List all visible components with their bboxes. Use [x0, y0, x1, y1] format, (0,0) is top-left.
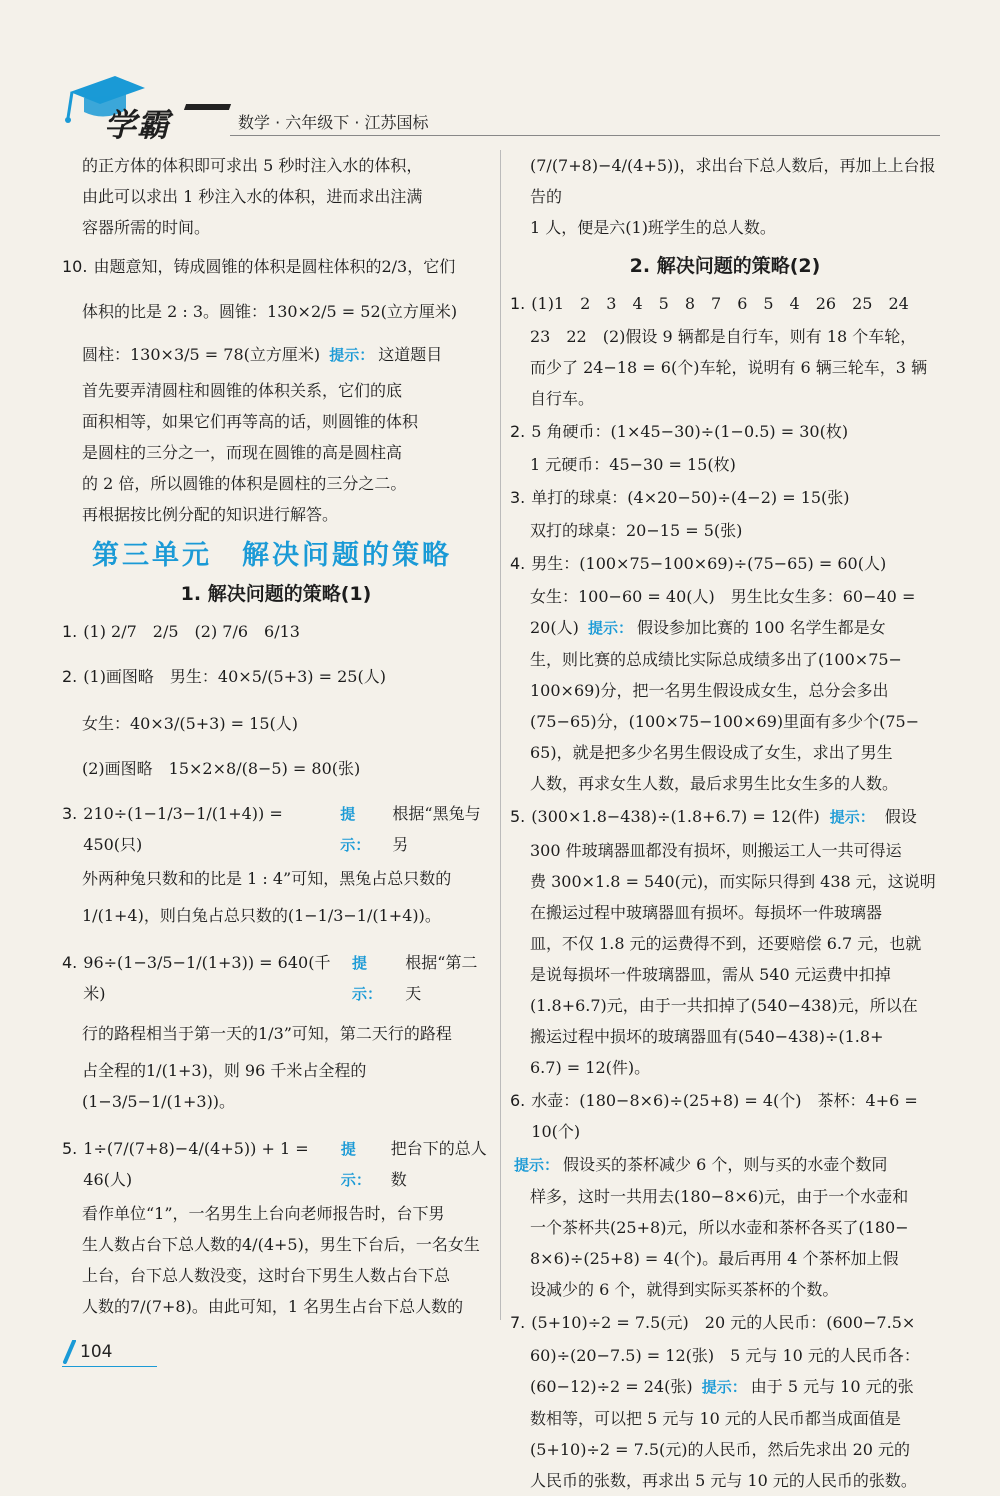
- text-line: 体积的比是 2 : 3。圆锥：130×2/5 = 52(立方厘米): [82, 302, 458, 321]
- text-line: 1 元硬币：45−30 = 15(枚): [530, 455, 736, 474]
- text-line: 而少了 24−18 = 6(个)车轮，说明有 6 辆三轮车，3 辆: [530, 358, 928, 377]
- text-line: 上台，台下总人数没变，这时台下男生人数占台下总: [82, 1266, 451, 1285]
- hint-text: 根据“第二天: [405, 953, 478, 1003]
- footer-rule: [62, 1366, 157, 1367]
- text-line: 生人数占台下总人数的4/(4+5)，男生下台后，一名女生: [82, 1235, 480, 1254]
- answer-2: [62, 659, 490, 784]
- answer-number: 2.: [510, 422, 526, 441]
- hint-label: 提示：: [340, 1140, 371, 1189]
- answer-r4: [510, 546, 940, 799]
- hint-text: 根据“黑兔与另: [392, 804, 481, 854]
- text-line: 人民币的张数，再求出 5 元与 10 元的人民币的张数。: [530, 1471, 917, 1490]
- answer-number: 2.: [62, 667, 78, 686]
- text-segment: 210÷(1−1/3−1/(1+4)) = 450(只): [83, 804, 283, 854]
- text-segment: (300×1.8−438)÷(1.8+6.7) = 12(件): [531, 807, 820, 826]
- text-line: 65)，就是把多少名男生假设成了女生，求出了男生: [530, 743, 893, 762]
- text-line: 8×6)÷(25+8) = 4(个)。最后再用 4 个茶杯加上假: [530, 1249, 899, 1268]
- text-line: 样多，这时一共用去(180−8×6)元，由于一个水壶和: [530, 1187, 909, 1206]
- answer-number: 5.: [510, 807, 526, 826]
- text-line: (1)画图略 男生：40×5/(5+3) = 25(人): [83, 667, 386, 686]
- answer-number: 3.: [62, 804, 78, 823]
- hint-text: 假设参加比赛的 100 名学生都是女: [636, 618, 886, 637]
- text-line: 搬运过程中损坏的玻璃器皿有(540−438)÷(1.8+: [530, 1027, 884, 1046]
- text-line: 的正方体的体积即可求出 5 秒时注入水的体积，: [82, 156, 423, 175]
- right-column: [510, 150, 940, 1496]
- answer-r1: [510, 286, 940, 414]
- text-line: (5+10)÷2 = 7.5(元)的人民币，然后先求出 20 元的: [530, 1440, 911, 1459]
- hint-text: 这道题目: [378, 345, 443, 364]
- text-line: 行的路程相当于第一天的1/3”可知，第二天行的路程: [82, 1024, 452, 1043]
- text-line: 是说每损坏一件玻璃器皿，需从 540 元运费中扣掉: [530, 965, 891, 984]
- answer-r2: [510, 414, 940, 480]
- text-line: (1)1 2 3 4 5 8 7 6 5 4 26 25 24: [531, 294, 909, 313]
- answer-r7: [510, 1305, 940, 1496]
- text-line: 6.7) = 12(件)。: [530, 1058, 651, 1077]
- text-line: 首先要弄清圆柱和圆锥的体积关系，它们的底: [82, 381, 403, 400]
- text-line: 女生：100−60 = 40(人) 男生比女生多：60−40 =: [530, 587, 916, 606]
- text-line: 皿，不仅 1.8 元的运费得不到，还要赔偿 6.7 元，也就: [530, 934, 922, 953]
- text-line: 5 角硬币：(1×45−30)÷(1−0.5) = 30(枚): [531, 422, 849, 441]
- text-line: 1/(1+4)，则白兔占总只数的(1−1/3−1/(1+4))。: [82, 906, 441, 925]
- answer-number: 10.: [62, 257, 88, 276]
- text-line: 再根据按比例分配的知识进行解答。: [82, 505, 339, 524]
- text-line: 水壶：(180−8×6)÷(25+8) = 4(个) 茶杯：4+6 = 10(个): [531, 1091, 918, 1141]
- text-segment: 96÷(1−3/5−1/(1+3)) = 640(千米): [83, 953, 331, 1003]
- text-line: 双打的球桌：20−15 = 5(张): [530, 521, 743, 540]
- hint-label: 提示：: [829, 808, 875, 826]
- answer-number: 1.: [510, 294, 526, 313]
- text-line: 女生：40×3/(5+3) = 15(人): [82, 714, 299, 733]
- hint-text: 由于 5 元与 10 元的张: [750, 1377, 914, 1396]
- text-line: 外两种兔只数和的比是 1 : 4”可知，黑兔占总只数的: [82, 869, 452, 888]
- text-line: 60)÷(20−7.5) = 12(张) 5 元与 10 元的人民币各：: [530, 1346, 920, 1365]
- text-line: 由此可以求出 1 秒注入水的体积，进而求出注满: [82, 187, 423, 206]
- answer-number: 3.: [510, 488, 526, 507]
- hint-label: 提示：: [587, 619, 633, 637]
- answer-10: [62, 249, 490, 530]
- text-line: 是圆柱的三分之一，而现在圆锥的高是圆柱高: [82, 443, 403, 462]
- unit-title: 第三单元 解决问题的策略: [92, 540, 452, 571]
- text-line: (1.8+6.7)元，由于一共扣掉了(540−438)元，所以在: [530, 996, 918, 1015]
- answer-number: 4.: [62, 953, 78, 972]
- hint-label: 提示：: [329, 346, 375, 364]
- text-line: 生，则比赛的总成绩比实际总成绩多出了(100×75−: [530, 650, 902, 669]
- hint-text: 假设买的茶杯减少 6 个，则与买的水壶个数同: [563, 1155, 888, 1174]
- page-number: 104: [80, 1342, 113, 1362]
- column-divider: [500, 150, 501, 1320]
- left-column: [62, 150, 490, 1322]
- text-line: 的 2 倍，所以圆锥的体积是圆柱的三分之二。: [82, 474, 407, 493]
- text-line: 面积相等，如果它们再等高的话，则圆锥的体积: [82, 412, 419, 431]
- answer-number: 6.: [510, 1091, 526, 1110]
- text-segment: 圆柱：130×3/5 = 78(立方厘米): [82, 345, 321, 364]
- answer-r5: [510, 799, 940, 1083]
- hint-body: [62, 375, 490, 530]
- hint-text: 假设: [884, 807, 917, 826]
- text-line: 300 件玻璃器皿都没有损坏，则搬运工人一共可得运: [530, 841, 902, 860]
- continued-text: [510, 150, 940, 243]
- text-line: [510, 612, 940, 644]
- text-line: (2)画图略 15×2×8/(8−5) = 80(张): [82, 759, 361, 778]
- text-line: 23 22 (2)假设 9 辆都是自行车，则有 18 个车轮，: [530, 327, 917, 346]
- answer-1: [62, 614, 490, 649]
- answer-4: [62, 945, 490, 1117]
- hint-text: 把台下的总人数: [390, 1139, 487, 1189]
- header-rule: [230, 135, 940, 136]
- text-segment: 1÷(7/(7+8)−4/(4+5)) + 1 = 46(人): [83, 1139, 309, 1189]
- text-line: (75−65)分，(100×75−100×69)里面有多少个(75−: [530, 712, 920, 731]
- answer-r3: [510, 480, 940, 546]
- text-line: 人数的7/(7+8)。由此可知，1 名男生占台下总人数的: [82, 1297, 464, 1316]
- text-line: 设减少的 6 个，就得到实际买茶杯的个数。: [530, 1280, 839, 1299]
- answer-number: 5.: [62, 1139, 78, 1158]
- text-line: 人数，再求女生人数，最后求男生比女生多的人数。: [530, 774, 899, 793]
- text-line: 100×69)分，把一名男生假设成女生，总分会多出: [530, 681, 889, 700]
- hint-label: 提示：: [352, 954, 383, 1003]
- answer-3: [62, 796, 490, 931]
- section-title: 1. 解决问题的策略(1): [180, 583, 372, 605]
- text-line: (5+10)÷2 = 7.5(元) 20 元的人民币：(600−7.5×: [531, 1313, 916, 1332]
- text-line: 数相等，可以把 5 元与 10 元的人民币都当成面值是: [530, 1409, 901, 1428]
- answer-number: 1.: [62, 622, 78, 641]
- text-line: 单打的球桌：(4×20−50)÷(4−2) = 15(张): [531, 488, 850, 507]
- answer-5: [62, 1131, 490, 1322]
- page-header: [60, 70, 940, 144]
- hint-label: 提示：: [340, 805, 371, 854]
- page-marker-icon: [62, 1340, 76, 1364]
- book-subject: 数学 · 六年级下 · 江苏国标: [238, 113, 429, 132]
- answer-number: 4.: [510, 554, 526, 573]
- text-line: 男生：(100×75−100×69)÷(75−65) = 60(人): [531, 554, 887, 573]
- logo-bar: [184, 104, 231, 110]
- text-line: 1 人，便是六(1)班学生的总人数。: [530, 218, 776, 237]
- answer-r6: [510, 1083, 940, 1305]
- section-title: 2. 解决问题的策略(2): [629, 255, 821, 277]
- text-line: 容器所需的时间。: [82, 218, 211, 237]
- text-line: 费 300×1.8 = 540(元)，而实际只得到 438 元，这说明: [530, 872, 936, 891]
- text-line: [510, 1149, 940, 1181]
- text-line: 自行车。: [530, 389, 595, 408]
- hint-label: 提示：: [514, 1156, 560, 1174]
- text-line: [62, 339, 490, 371]
- text-line: 由题意知，铸成圆锥的体积是圆柱体积的2/3，它们: [93, 257, 456, 276]
- text-line: 在搬运过程中玻璃器皿有损坏。每损坏一件玻璃器: [530, 903, 883, 922]
- text-segment: 20(人): [530, 618, 579, 637]
- intro-text: [62, 150, 490, 243]
- text-line: (7/(7+8)−4/(4+5))，求出台下总人数后，再加上上台报告的: [530, 156, 936, 206]
- text-line: 看作单位“1”，一名男生上台向老师报告时，台下男: [82, 1204, 445, 1223]
- text-line: [510, 1371, 940, 1403]
- text-line: 一个茶杯共(25+8)元，所以水壶和茶杯各买了(180−: [530, 1218, 909, 1237]
- hint-label: 提示：: [701, 1378, 747, 1396]
- text-line: (1) 2/7 2/5 (2) 7/6 6/13: [83, 622, 300, 641]
- text-line: 占全程的1/(1+3)，则 96 千米占全程的(1−3/5−1/(1+3))。: [82, 1061, 367, 1111]
- brand-logo: 学霸: [104, 106, 171, 144]
- text-segment: (60−12)÷2 = 24(张): [530, 1377, 693, 1396]
- answer-number: 7.: [510, 1313, 526, 1332]
